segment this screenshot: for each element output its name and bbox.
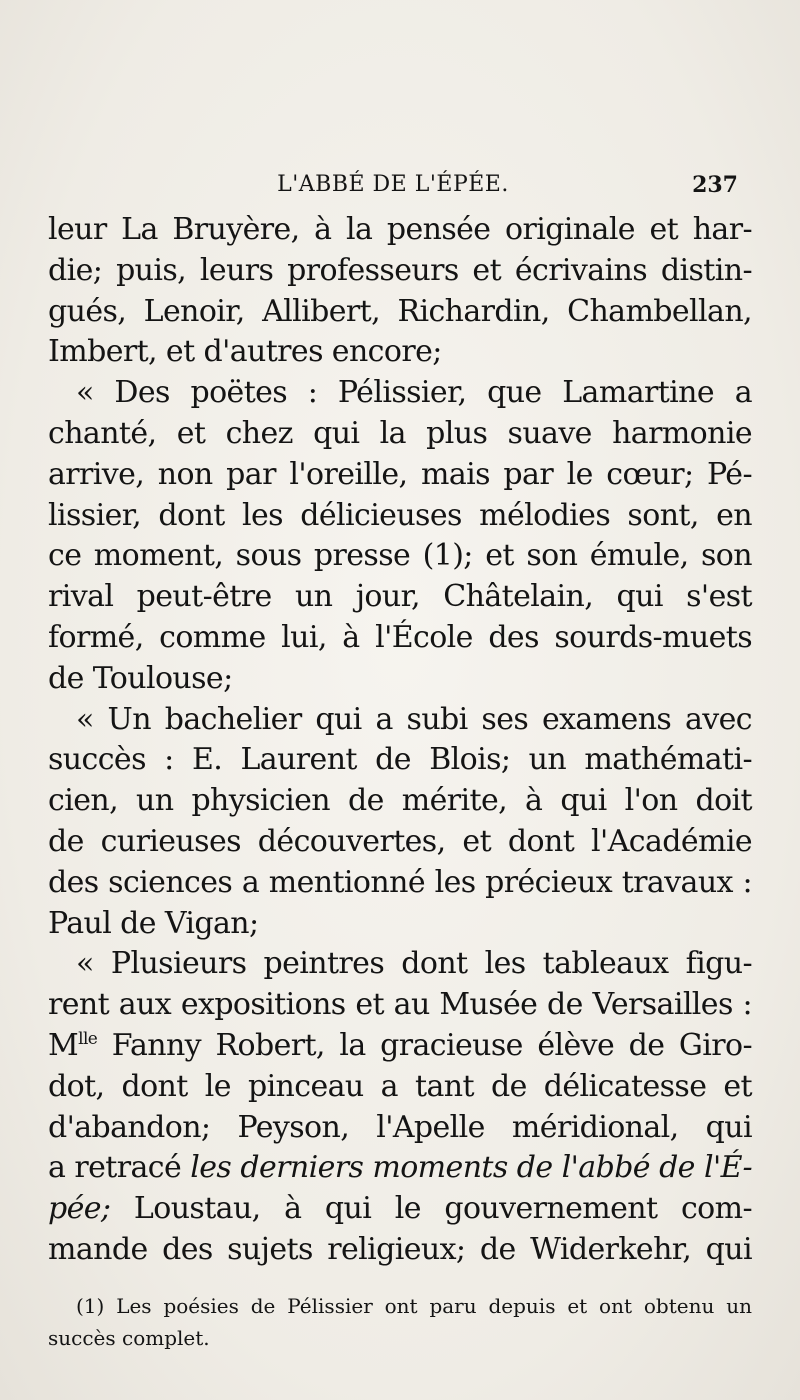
text-line: « Des poëtes : Pélissier, que Lamartine a [76, 375, 752, 411]
text-line: « Un bachelier qui a subi ses examens avec [76, 701, 752, 737]
running-head: L'ABBÉ DE L'ÉPÉE. [277, 172, 509, 197]
body-text [48, 210, 752, 1271]
text-line: cien, un physicien de mérite, à qui l'on doit [48, 783, 752, 819]
text-line: « Plusieurs peintres dont les tableaux figu- [76, 946, 752, 982]
footnote [48, 1290, 752, 1354]
text-line: arrive, non par l'oreille, mais par le cœur; Pé- [48, 456, 752, 492]
italic-title-end: pée; [48, 1191, 111, 1227]
text-line: lissier, dont les délicieuses mélodies sont, en [48, 497, 752, 533]
footnote-line: (1) Les poésies de Pélissier ont paru depuis et ont obtenu un [76, 1294, 752, 1318]
text-line: Imbert, et d'autres encore; [48, 334, 442, 370]
text-line: de curieuses découvertes, et dont l'Académie [48, 823, 752, 859]
text-line: chanté, et chez qui la plus suave harmonie [48, 415, 752, 451]
text-line: gués, Lenoir, Allibert, Richardin, Chambellan, [48, 293, 752, 329]
superscript-lle: lle [78, 1028, 98, 1049]
text-line: ce moment, sous presse (1); et son émule, son [48, 538, 752, 574]
text-line: d'abandon; Peyson, l'Apelle méridional, qui [48, 1109, 752, 1145]
italic-title: les derniers moments de l'abbé de l'É- [190, 1150, 752, 1186]
text-line: de Toulouse; [48, 660, 233, 696]
text-line: formé, comme lui, à l'École des sourds-muets [48, 619, 752, 655]
page-number: 237 [692, 172, 738, 198]
text-line [48, 1148, 752, 1189]
text-line: dot, dont le pinceau a tant de délicatesse et [48, 1068, 752, 1104]
text-line: die; puis, leurs professeurs et écrivains distin- [48, 252, 752, 288]
line-rest: Loustau, à qui le gouvernement com- [110, 1191, 752, 1227]
line-rest: Fanny Robert, la gracieuse élève de Giro- [97, 1027, 752, 1063]
text-line [48, 1026, 752, 1067]
footnote-line: succès complet. [48, 1326, 210, 1350]
text-line: leur La Bruyère, à la pensée originale et har- [48, 212, 752, 247]
text-line [48, 1189, 752, 1230]
text-line: rival peut-être un jour, Châtelain, qui s'est [48, 579, 752, 615]
text-line: rent aux expositions et au Musée de Versailles : [48, 987, 752, 1023]
text-line: mande des sujets religieux; de Widerkehr, qui [48, 1231, 752, 1267]
text-line: des sciences a mentionné les précieux travaux : [48, 864, 752, 900]
line-pre: a retracé [48, 1150, 191, 1186]
text-line: succès : E. Laurent de Blois; un mathémati- [48, 742, 752, 778]
text-line: Paul de Vigan; [48, 905, 259, 941]
page-header [48, 170, 738, 204]
abbrev-m: M [48, 1027, 79, 1063]
